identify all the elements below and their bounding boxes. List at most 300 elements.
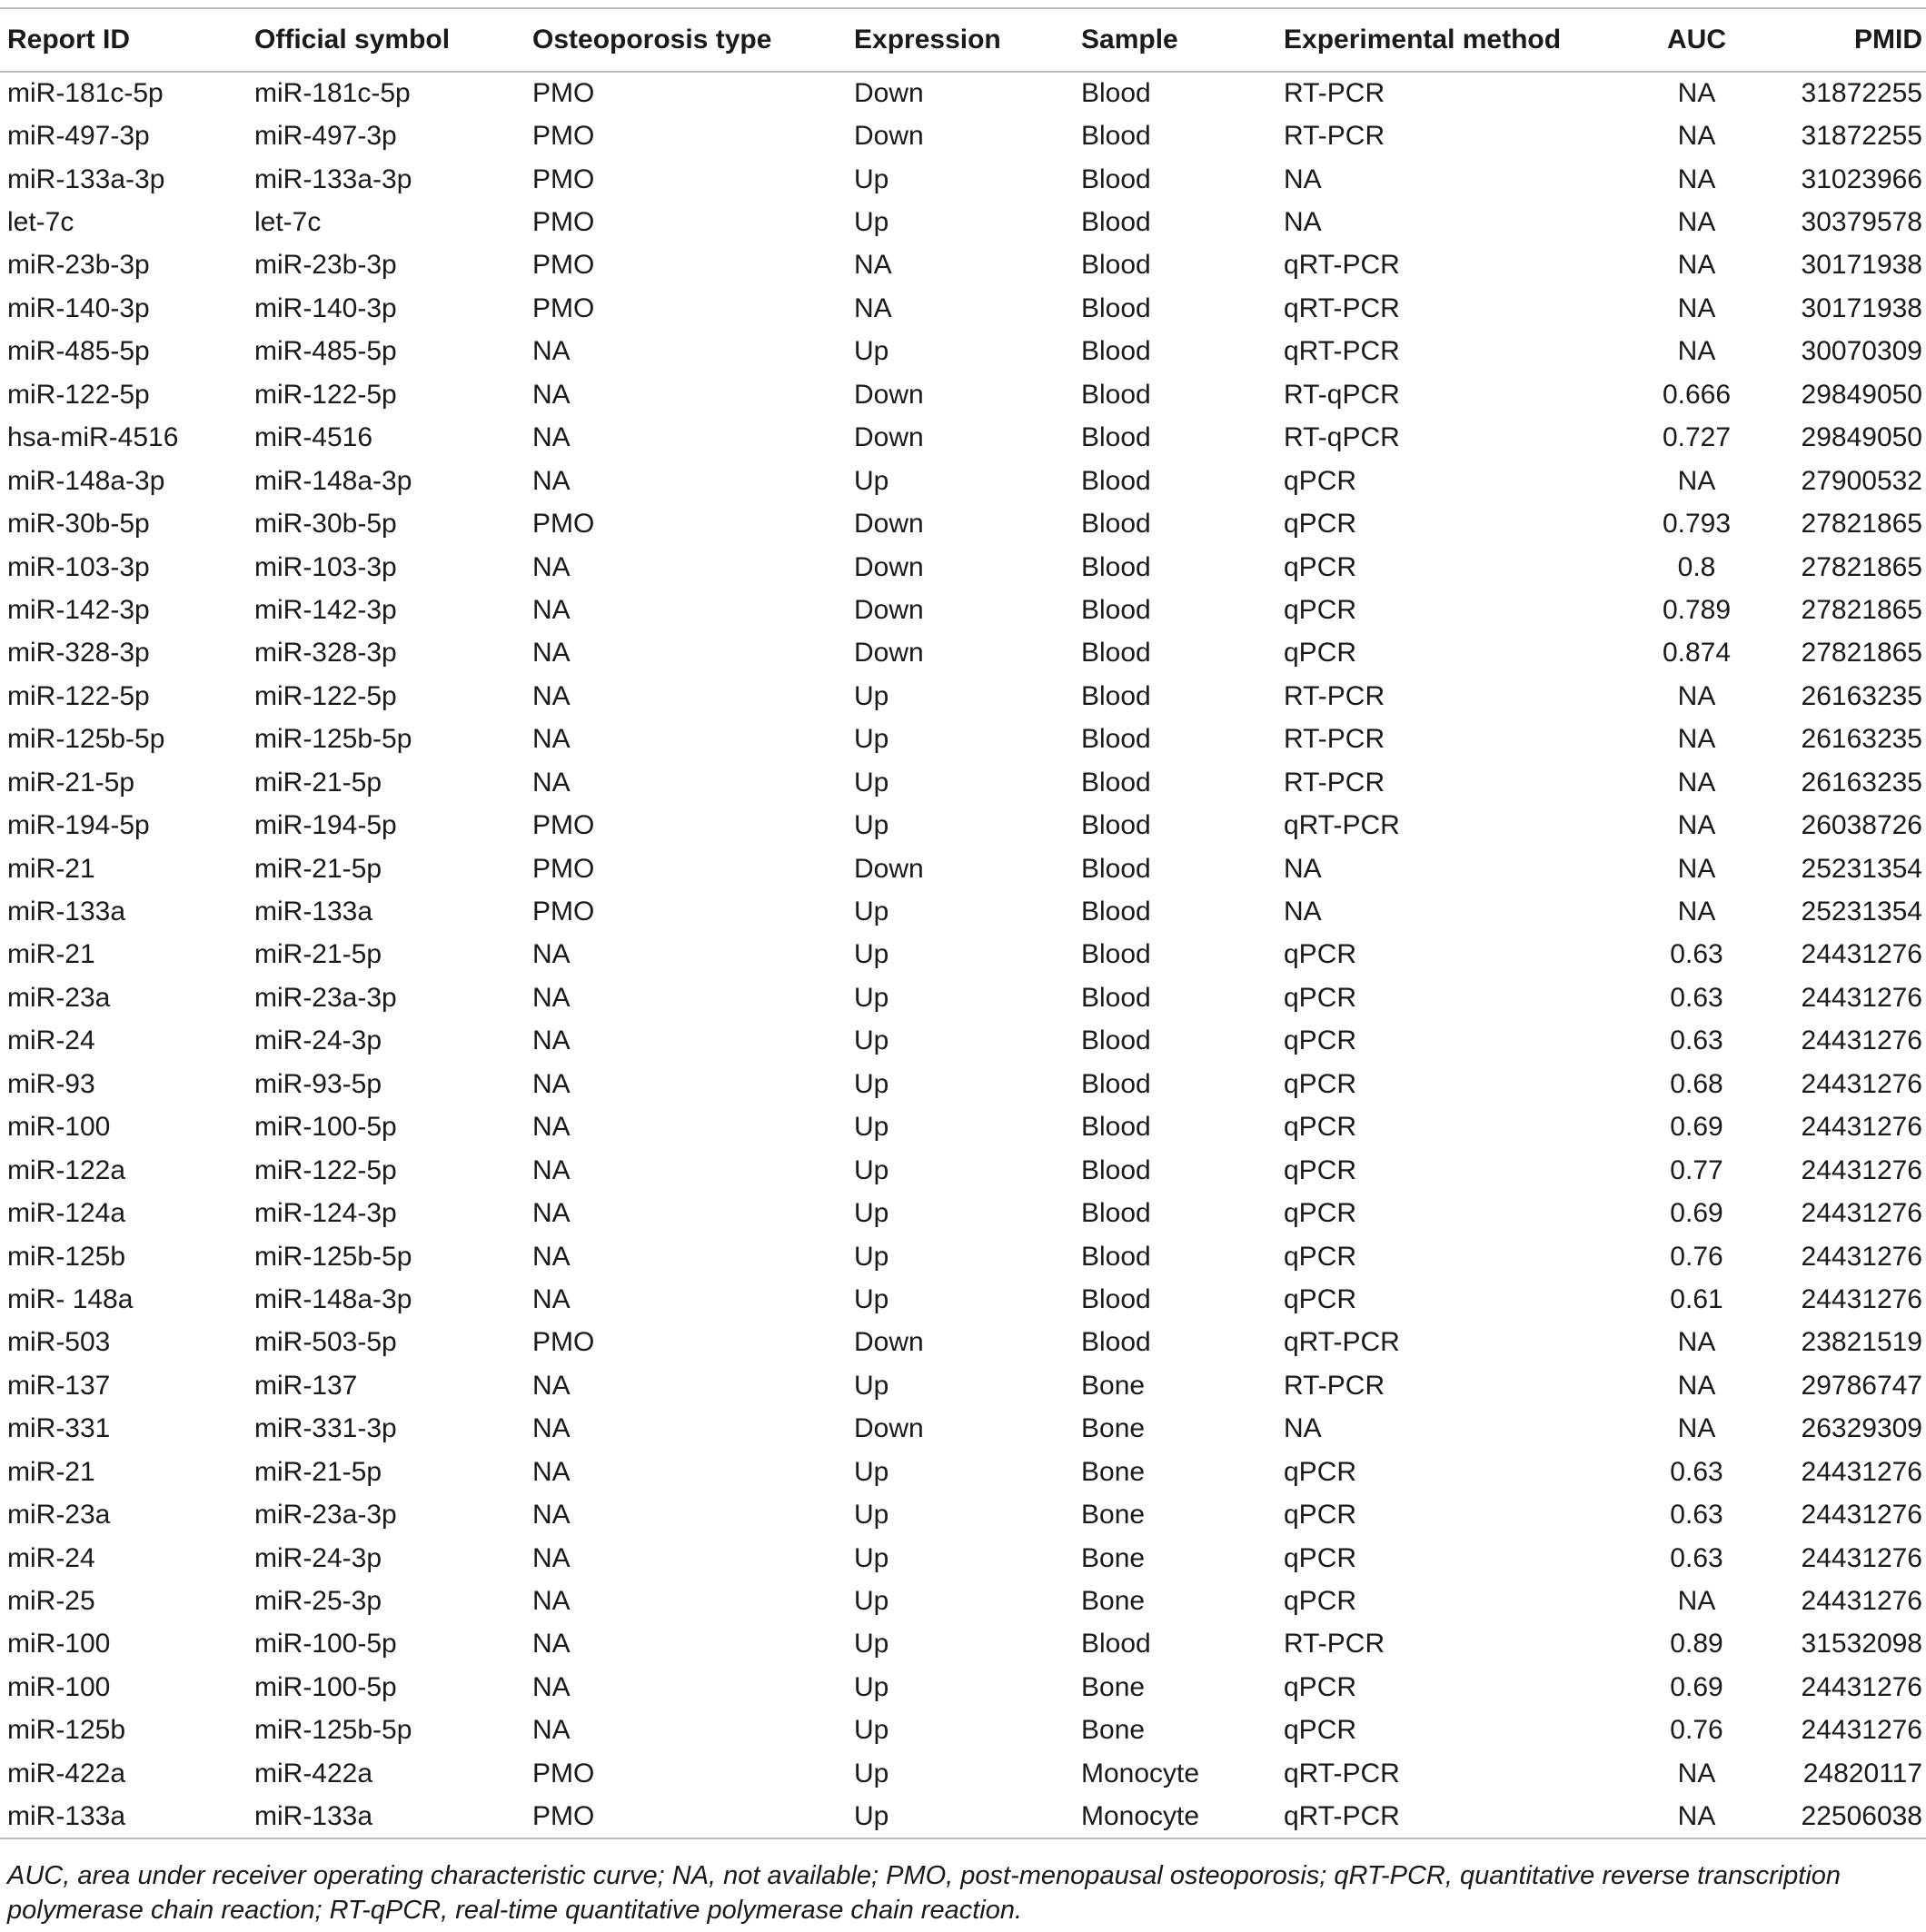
- mirna-table: [0, 7, 1926, 1839]
- cell-official-symbol: miR-21-5p: [254, 853, 382, 884]
- cell-sample: Blood: [1081, 680, 1151, 711]
- cell-sample: Blood: [1081, 1112, 1151, 1143]
- cell-experimental-method: qPCR: [1284, 1456, 1357, 1487]
- cell-experimental-method: qPCR: [1284, 1283, 1357, 1314]
- cell-expression: Up: [854, 1500, 889, 1531]
- table-row: [0, 1192, 1926, 1234]
- cell-auc: 0.69: [1670, 1198, 1723, 1229]
- cell-auc: 0.76: [1670, 1241, 1723, 1272]
- cell-report-id: miR-125b: [7, 1241, 126, 1272]
- cell-auc: NA: [1677, 897, 1716, 927]
- cell-pmid: 24431276: [1801, 1456, 1922, 1487]
- cell-pmid: 22506038: [1801, 1800, 1922, 1831]
- cell-auc: 0.874: [1662, 638, 1732, 669]
- cell-expression: Down: [854, 594, 924, 625]
- cell-expression: Down: [854, 1413, 924, 1444]
- cell-report-id: miR-142-3p: [7, 594, 150, 625]
- cell-official-symbol: miR-4516: [254, 422, 373, 453]
- cell-experimental-method: NA: [1284, 1413, 1322, 1444]
- cell-auc: 0.76: [1670, 1715, 1723, 1746]
- cell-official-symbol: miR-23a-3p: [254, 982, 397, 1013]
- table-row: [0, 1623, 1926, 1666]
- cell-expression: Down: [854, 551, 924, 582]
- cell-official-symbol: miR-23a-3p: [254, 1500, 397, 1531]
- cell-official-symbol: let-7c: [254, 207, 322, 238]
- cell-expression: Up: [854, 982, 889, 1013]
- cell-official-symbol: miR-124-3p: [254, 1198, 397, 1229]
- table-row: [0, 976, 1926, 1019]
- cell-experimental-method: qPCR: [1284, 982, 1357, 1013]
- cell-pmid: 31023966: [1801, 163, 1922, 194]
- cell-official-symbol: miR-103-3p: [254, 551, 397, 582]
- cell-pmid: 24431276: [1801, 1112, 1922, 1143]
- table-body: [0, 72, 1926, 1838]
- cell-sample: Blood: [1081, 638, 1151, 669]
- cell-official-symbol: miR-100-5p: [254, 1629, 397, 1660]
- cell-osteoporosis-type: NA: [532, 594, 571, 625]
- cell-sample: Bone: [1081, 1413, 1146, 1444]
- cell-pmid: 25231354: [1801, 853, 1922, 884]
- cell-expression: NA: [854, 292, 892, 323]
- table-row: [0, 804, 1926, 847]
- cell-report-id: miR-21: [7, 1456, 95, 1487]
- cell-osteoporosis-type: NA: [532, 1500, 571, 1531]
- cell-expression: Up: [854, 1671, 889, 1702]
- cell-auc: NA: [1677, 1586, 1716, 1617]
- table-row: [0, 1063, 1926, 1105]
- cell-official-symbol: miR-125b-5p: [254, 1241, 412, 1272]
- cell-official-symbol: miR-133a: [254, 1800, 373, 1831]
- cell-sample: Blood: [1081, 207, 1151, 238]
- header-report-id: Report ID: [7, 25, 130, 54]
- cell-sample: Blood: [1081, 1327, 1151, 1358]
- header-row: [0, 8, 1926, 72]
- cell-experimental-method: NA: [1284, 897, 1322, 927]
- table-row: [0, 1020, 1926, 1063]
- cell-sample: Blood: [1081, 78, 1151, 109]
- cell-sample: Blood: [1081, 853, 1151, 884]
- cell-pmid: 25231354: [1801, 897, 1922, 927]
- cell-expression: Up: [854, 1456, 889, 1487]
- header-experimental-method: Experimental method: [1284, 25, 1562, 54]
- cell-report-id: miR-133a-3p: [7, 163, 165, 194]
- cell-official-symbol: miR-100-5p: [254, 1671, 397, 1702]
- cell-report-id: miR-122-5p: [7, 680, 150, 711]
- cell-experimental-method: qRT-PCR: [1284, 292, 1400, 323]
- cell-report-id: miR-30b-5p: [7, 509, 150, 540]
- cell-expression: Up: [854, 465, 889, 496]
- cell-sample: Blood: [1081, 1629, 1151, 1660]
- table-row: [0, 1752, 1926, 1795]
- cell-report-id: miR-124a: [7, 1198, 126, 1229]
- cell-pmid: 29849050: [1801, 422, 1922, 453]
- cell-auc: NA: [1677, 724, 1716, 755]
- cell-pmid: 24431276: [1801, 1671, 1922, 1702]
- cell-sample: Blood: [1081, 292, 1151, 323]
- cell-osteoporosis-type: PMO: [532, 1800, 595, 1831]
- cell-report-id: miR-194-5p: [7, 810, 150, 841]
- table-row: [0, 1408, 1926, 1451]
- cell-official-symbol: miR-140-3p: [254, 292, 397, 323]
- cell-report-id: miR-125b: [7, 1715, 126, 1746]
- cell-pmid: 30070309: [1801, 336, 1922, 367]
- cell-expression: Down: [854, 422, 924, 453]
- cell-official-symbol: miR-422a: [254, 1758, 373, 1788]
- cell-sample: Bone: [1081, 1586, 1146, 1617]
- cell-official-symbol: miR-148a-3p: [254, 465, 412, 496]
- cell-expression: Up: [854, 1586, 889, 1617]
- cell-expression: Down: [854, 1327, 924, 1358]
- cell-pmid: 24431276: [1801, 1586, 1922, 1617]
- cell-report-id: miR-122-5p: [7, 379, 150, 410]
- cell-auc: NA: [1677, 78, 1716, 109]
- cell-auc: NA: [1677, 207, 1716, 238]
- cell-sample: Blood: [1081, 379, 1151, 410]
- cell-osteoporosis-type: NA: [532, 1025, 571, 1056]
- cell-osteoporosis-type: PMO: [532, 121, 595, 152]
- cell-experimental-method: qPCR: [1284, 1586, 1357, 1617]
- cell-sample: Blood: [1081, 1154, 1151, 1185]
- cell-official-symbol: miR-194-5p: [254, 810, 397, 841]
- cell-auc: NA: [1677, 121, 1716, 152]
- cell-expression: Up: [854, 207, 889, 238]
- cell-experimental-method: qRT-PCR: [1284, 1758, 1400, 1788]
- cell-experimental-method: qPCR: [1284, 1715, 1357, 1746]
- cell-expression: Down: [854, 121, 924, 152]
- cell-official-symbol: miR-24-3p: [254, 1542, 382, 1573]
- cell-osteoporosis-type: NA: [532, 982, 571, 1013]
- cell-osteoporosis-type: PMO: [532, 1327, 595, 1358]
- cell-auc: NA: [1677, 1800, 1716, 1831]
- cell-pmid: 29849050: [1801, 379, 1922, 410]
- cell-official-symbol: miR-125b-5p: [254, 724, 412, 755]
- cell-experimental-method: qPCR: [1284, 594, 1357, 625]
- cell-report-id: miR-100: [7, 1671, 111, 1702]
- cell-osteoporosis-type: NA: [532, 939, 571, 970]
- cell-report-id: miR-485-5p: [7, 336, 150, 367]
- cell-osteoporosis-type: NA: [532, 1370, 571, 1401]
- cell-report-id: miR-23a: [7, 1500, 111, 1531]
- cell-osteoporosis-type: NA: [532, 1542, 571, 1573]
- cell-expression: Up: [854, 163, 889, 194]
- cell-expression: Up: [854, 1198, 889, 1229]
- cell-experimental-method: RT-PCR: [1284, 78, 1385, 109]
- cell-official-symbol: miR-497-3p: [254, 121, 397, 152]
- cell-osteoporosis-type: PMO: [532, 897, 595, 927]
- cell-expression: Down: [854, 638, 924, 669]
- cell-expression: Down: [854, 509, 924, 540]
- cell-pmid: 24431276: [1801, 1154, 1922, 1185]
- cell-auc: 0.68: [1670, 1068, 1723, 1099]
- cell-report-id: miR-100: [7, 1112, 111, 1143]
- cell-pmid: 31532098: [1801, 1629, 1922, 1660]
- cell-sample: Bone: [1081, 1715, 1146, 1746]
- cell-osteoporosis-type: NA: [532, 465, 571, 496]
- cell-report-id: miR-133a: [7, 897, 126, 927]
- cell-osteoporosis-type: NA: [532, 422, 571, 453]
- cell-sample: Blood: [1081, 810, 1151, 841]
- table-row: [0, 1537, 1926, 1580]
- cell-report-id: hsa-miR-4516: [7, 422, 179, 453]
- cell-sample: Blood: [1081, 724, 1151, 755]
- cell-osteoporosis-type: NA: [532, 1241, 571, 1272]
- cell-report-id: miR-422a: [7, 1758, 126, 1788]
- table-row: [0, 1235, 1926, 1278]
- cell-sample: Blood: [1081, 465, 1151, 496]
- cell-sample: Monocyte: [1081, 1800, 1200, 1831]
- cell-pmid: 24431276: [1801, 1198, 1922, 1229]
- cell-sample: Bone: [1081, 1671, 1146, 1702]
- cell-osteoporosis-type: NA: [532, 1154, 571, 1185]
- cell-experimental-method: NA: [1284, 853, 1322, 884]
- cell-sample: Blood: [1081, 250, 1151, 281]
- cell-expression: NA: [854, 250, 892, 281]
- cell-sample: Blood: [1081, 551, 1151, 582]
- cell-official-symbol: miR-93-5p: [254, 1068, 382, 1099]
- cell-experimental-method: RT-PCR: [1284, 1370, 1385, 1401]
- table-row: [0, 1796, 1926, 1838]
- cell-experimental-method: RT-qPCR: [1284, 379, 1400, 410]
- cell-expression: Up: [854, 1542, 889, 1573]
- cell-auc: 0.77: [1670, 1154, 1723, 1185]
- cell-sample: Blood: [1081, 1241, 1151, 1272]
- cell-official-symbol: miR-331-3p: [254, 1413, 397, 1444]
- cell-auc: 0.69: [1670, 1112, 1723, 1143]
- cell-osteoporosis-type: NA: [532, 336, 571, 367]
- cell-pmid: 24431276: [1801, 1500, 1922, 1531]
- table-row: [0, 72, 1926, 114]
- cell-report-id: miR-23b-3p: [7, 250, 150, 281]
- cell-sample: Blood: [1081, 163, 1151, 194]
- cell-official-symbol: miR-137: [254, 1370, 358, 1401]
- cell-official-symbol: miR-21-5p: [254, 767, 382, 798]
- cell-sample: Blood: [1081, 509, 1151, 540]
- cell-auc: 0.63: [1670, 1542, 1723, 1573]
- cell-osteoporosis-type: NA: [532, 1068, 571, 1099]
- cell-official-symbol: miR-133a-3p: [254, 163, 412, 194]
- cell-auc: NA: [1677, 163, 1716, 194]
- cell-expression: Up: [854, 336, 889, 367]
- cell-experimental-method: qPCR: [1284, 1671, 1357, 1702]
- table-row: [0, 1580, 1926, 1622]
- cell-auc: 0.666: [1662, 379, 1732, 410]
- cell-experimental-method: qPCR: [1284, 1025, 1357, 1056]
- cell-official-symbol: miR-24-3p: [254, 1025, 382, 1056]
- cell-report-id: miR-137: [7, 1370, 111, 1401]
- table-row: [0, 1451, 1926, 1493]
- cell-osteoporosis-type: PMO: [532, 509, 595, 540]
- cell-experimental-method: qPCR: [1284, 638, 1357, 669]
- cell-official-symbol: miR-503-5p: [254, 1327, 397, 1358]
- cell-osteoporosis-type: NA: [532, 1586, 571, 1617]
- cell-expression: Up: [854, 1758, 889, 1788]
- cell-osteoporosis-type: PMO: [532, 163, 595, 194]
- cell-experimental-method: qRT-PCR: [1284, 810, 1400, 841]
- cell-sample: Bone: [1081, 1456, 1146, 1487]
- cell-pmid: 24820117: [1802, 1758, 1922, 1788]
- cell-expression: Up: [854, 1370, 889, 1401]
- cell-osteoporosis-type: NA: [532, 379, 571, 410]
- cell-pmid: 26163235: [1801, 680, 1922, 711]
- table-row: [0, 417, 1926, 460]
- cell-expression: Up: [854, 1112, 889, 1143]
- cell-report-id: let-7c: [7, 207, 74, 238]
- table-row: [0, 1278, 1926, 1321]
- table-row: [0, 934, 1926, 976]
- cell-expression: Up: [854, 1241, 889, 1272]
- cell-expression: Up: [854, 1068, 889, 1099]
- cell-auc: NA: [1677, 292, 1716, 323]
- cell-experimental-method: qPCR: [1284, 1154, 1357, 1185]
- cell-experimental-method: qRT-PCR: [1284, 1800, 1400, 1831]
- cell-auc: NA: [1677, 250, 1716, 281]
- cell-pmid: 27900532: [1801, 465, 1922, 496]
- cell-official-symbol: miR-125b-5p: [254, 1715, 412, 1746]
- cell-pmid: 26163235: [1801, 767, 1922, 798]
- cell-pmid: 29786747: [1801, 1370, 1922, 1401]
- cell-official-symbol: miR-133a: [254, 897, 373, 927]
- cell-auc: 0.63: [1670, 982, 1723, 1013]
- cell-sample: Blood: [1081, 336, 1151, 367]
- cell-osteoporosis-type: NA: [532, 680, 571, 711]
- header-sample: Sample: [1081, 25, 1178, 54]
- cell-osteoporosis-type: NA: [532, 1198, 571, 1229]
- cell-official-symbol: miR-122-5p: [254, 1154, 397, 1185]
- cell-report-id: miR-103-3p: [7, 551, 150, 582]
- cell-experimental-method: qPCR: [1284, 1068, 1357, 1099]
- cell-auc: NA: [1677, 680, 1716, 711]
- cell-expression: Up: [854, 724, 889, 755]
- cell-pmid: 23821519: [1801, 1327, 1922, 1358]
- cell-expression: Up: [854, 1715, 889, 1746]
- cell-pmid: 26038726: [1801, 810, 1922, 841]
- header-official-symbol: Official symbol: [254, 25, 451, 54]
- cell-pmid: 30171938: [1801, 292, 1922, 323]
- cell-pmid: 27821865: [1801, 509, 1922, 540]
- cell-auc: NA: [1677, 1758, 1716, 1788]
- cell-pmid: 27821865: [1801, 551, 1922, 582]
- table-row: [0, 114, 1926, 157]
- cell-pmid: 26329309: [1801, 1413, 1922, 1444]
- cell-auc: 0.727: [1662, 422, 1732, 453]
- cell-expression: Up: [854, 1800, 889, 1831]
- cell-osteoporosis-type: NA: [532, 724, 571, 755]
- cell-pmid: 24431276: [1801, 939, 1922, 970]
- cell-pmid: 27821865: [1801, 594, 1922, 625]
- cell-pmid: 24431276: [1801, 1283, 1922, 1314]
- cell-official-symbol: miR-23b-3p: [254, 250, 397, 281]
- header-osteoporosis-type: Osteoporosis type: [532, 25, 772, 54]
- cell-sample: Blood: [1081, 1198, 1151, 1229]
- header-pmid: PMID: [1854, 25, 1922, 54]
- cell-official-symbol: miR-148a-3p: [254, 1283, 412, 1314]
- cell-sample: Bone: [1081, 1542, 1146, 1573]
- cell-experimental-method: qPCR: [1284, 1198, 1357, 1229]
- cell-experimental-method: qRT-PCR: [1284, 336, 1400, 367]
- cell-experimental-method: qRT-PCR: [1284, 250, 1400, 281]
- table-row: [0, 201, 1926, 243]
- cell-report-id: miR-181c-5p: [7, 78, 164, 109]
- table-row: [0, 890, 1926, 933]
- cell-osteoporosis-type: NA: [532, 551, 571, 582]
- cell-report-id: miR-21: [7, 853, 95, 884]
- header-expression: Expression: [854, 25, 1001, 54]
- cell-experimental-method: NA: [1284, 163, 1322, 194]
- cell-osteoporosis-type: PMO: [532, 207, 595, 238]
- cell-official-symbol: miR-21-5p: [254, 1456, 382, 1487]
- cell-osteoporosis-type: PMO: [532, 292, 595, 323]
- cell-osteoporosis-type: NA: [532, 1715, 571, 1746]
- cell-report-id: miR-24: [7, 1025, 95, 1056]
- cell-auc: 0.69: [1670, 1671, 1723, 1702]
- cell-pmid: 26163235: [1801, 724, 1922, 755]
- cell-auc: NA: [1677, 810, 1716, 841]
- cell-experimental-method: qPCR: [1284, 1500, 1357, 1531]
- table-row: [0, 502, 1926, 545]
- cell-report-id: miR-122a: [7, 1154, 126, 1185]
- cell-sample: Blood: [1081, 939, 1151, 970]
- cell-osteoporosis-type: PMO: [532, 810, 595, 841]
- cell-auc: 0.63: [1670, 1500, 1723, 1531]
- cell-osteoporosis-type: NA: [532, 767, 571, 798]
- cell-expression: Up: [854, 1629, 889, 1660]
- cell-osteoporosis-type: NA: [532, 1413, 571, 1444]
- cell-report-id: miR-24: [7, 1542, 95, 1573]
- cell-auc: 0.793: [1662, 509, 1732, 540]
- cell-expression: Down: [854, 379, 924, 410]
- cell-report-id: miR- 148a: [7, 1283, 134, 1314]
- cell-expression: Down: [854, 853, 924, 884]
- cell-osteoporosis-type: NA: [532, 1671, 571, 1702]
- cell-report-id: miR-25: [7, 1586, 95, 1617]
- table-row: [0, 331, 1926, 373]
- cell-auc: NA: [1677, 853, 1716, 884]
- cell-expression: Up: [854, 767, 889, 798]
- cell-pmid: 24431276: [1801, 1241, 1922, 1272]
- table-row: [0, 1106, 1926, 1149]
- cell-expression: Down: [854, 78, 924, 109]
- cell-pmid: 27821865: [1801, 638, 1922, 669]
- table-row: [0, 761, 1926, 804]
- cell-sample: Blood: [1081, 1025, 1151, 1056]
- cell-experimental-method: qPCR: [1284, 1241, 1357, 1272]
- cell-expression: Up: [854, 680, 889, 711]
- cell-osteoporosis-type: NA: [532, 638, 571, 669]
- cell-auc: 0.8: [1677, 551, 1716, 582]
- cell-experimental-method: qPCR: [1284, 1542, 1357, 1573]
- cell-official-symbol: miR-485-5p: [254, 336, 397, 367]
- cell-report-id: miR-331: [7, 1413, 111, 1444]
- cell-experimental-method: NA: [1284, 207, 1322, 238]
- cell-pmid: 24431276: [1801, 1025, 1922, 1056]
- cell-official-symbol: miR-122-5p: [254, 680, 397, 711]
- cell-pmid: 24431276: [1801, 982, 1922, 1013]
- cell-auc: 0.63: [1670, 939, 1723, 970]
- cell-osteoporosis-type: NA: [532, 1456, 571, 1487]
- cell-expression: Up: [854, 897, 889, 927]
- cell-osteoporosis-type: PMO: [532, 78, 595, 109]
- table-row: [0, 1493, 1926, 1536]
- cell-report-id: miR-328-3p: [7, 638, 150, 669]
- table-row: [0, 1364, 1926, 1407]
- cell-expression: Up: [854, 939, 889, 970]
- cell-sample: Bone: [1081, 1500, 1146, 1531]
- cell-auc: 0.63: [1670, 1025, 1723, 1056]
- header-auc: AUC: [1667, 25, 1726, 54]
- cell-sample: Blood: [1081, 897, 1151, 927]
- cell-osteoporosis-type: NA: [532, 1629, 571, 1660]
- cell-expression: Up: [854, 1025, 889, 1056]
